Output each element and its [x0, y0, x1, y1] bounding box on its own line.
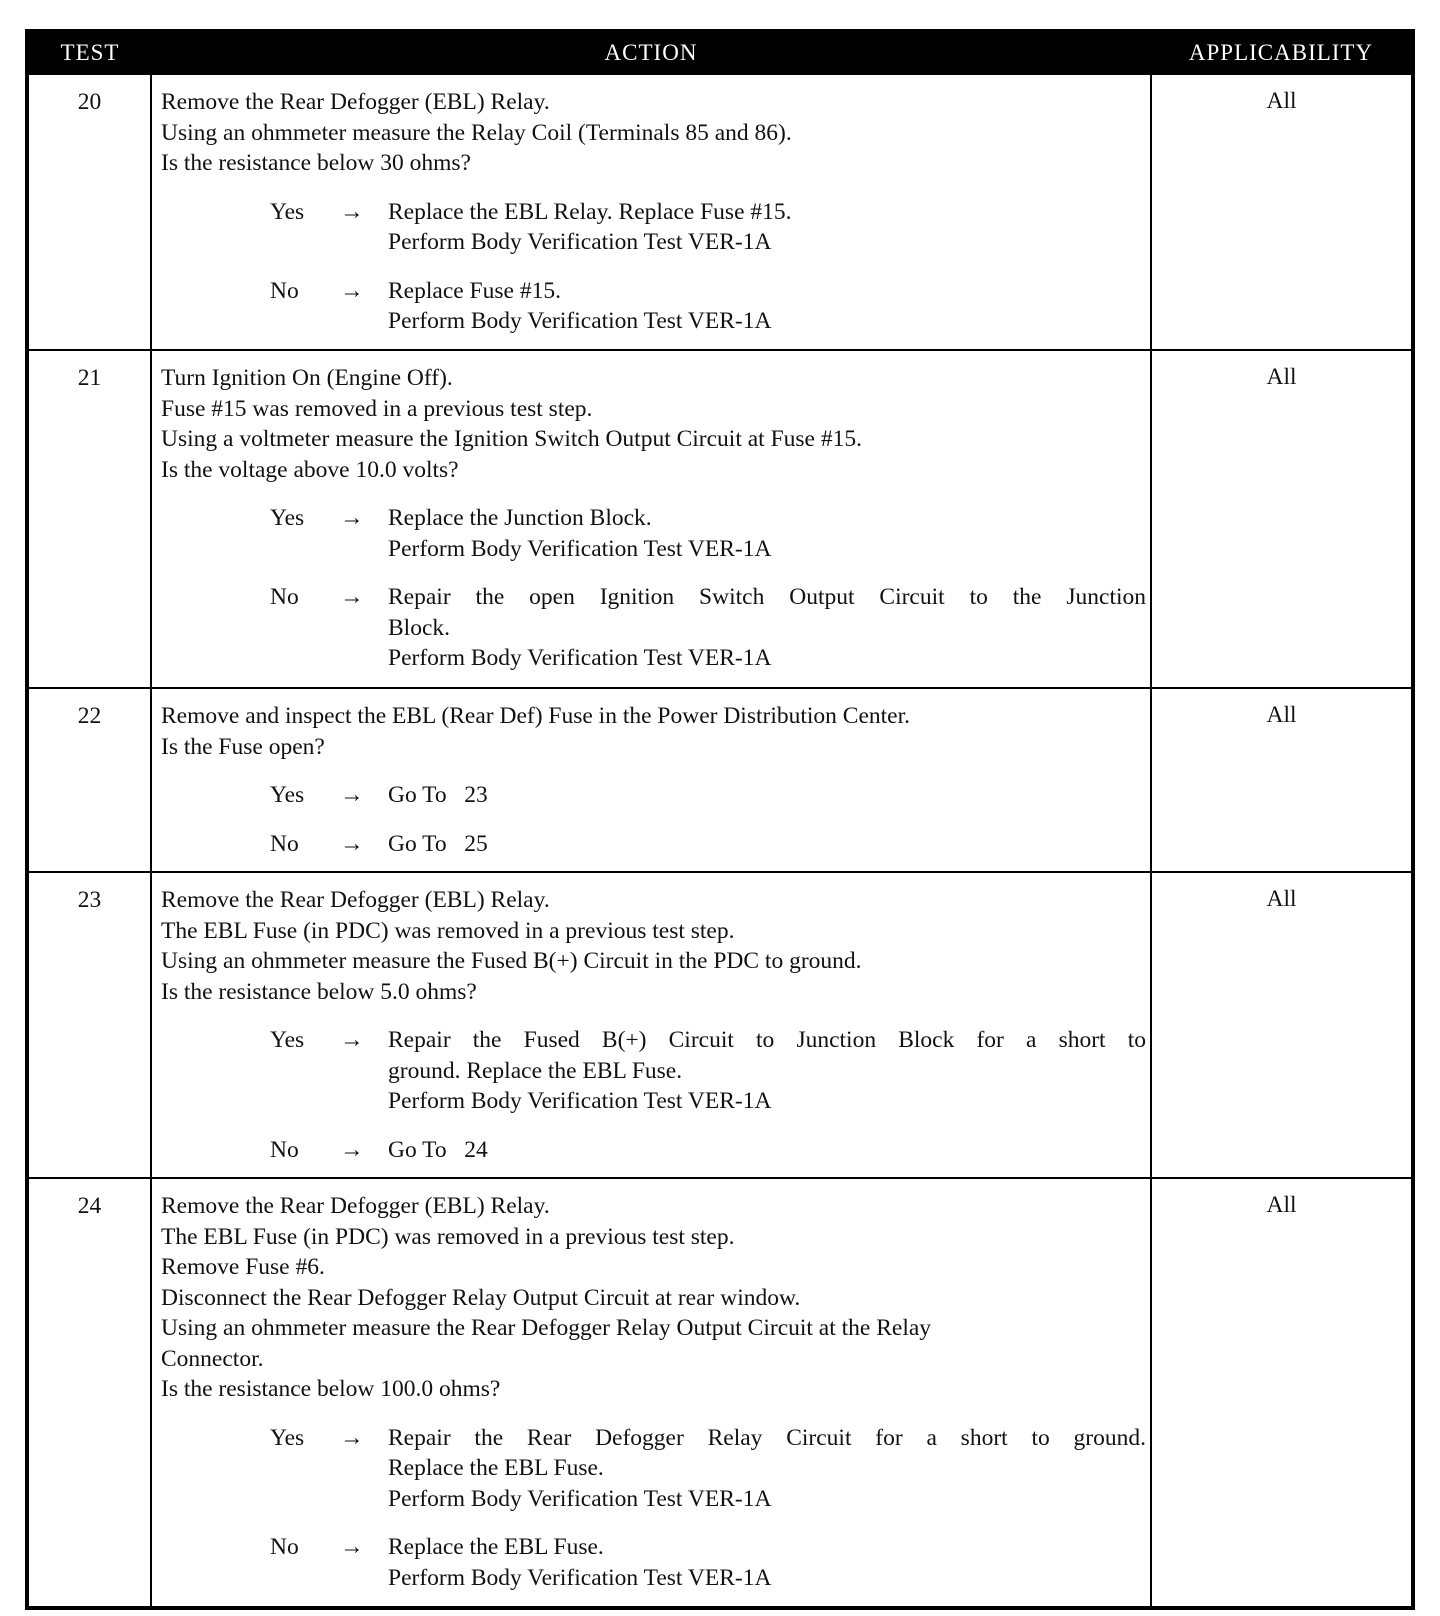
action-line: Remove Fuse #6.	[161, 1254, 325, 1280]
result-line: Replace the Junction Block.	[388, 505, 652, 531]
result-line: Go To 25	[388, 830, 488, 857]
answer-result	[388, 1135, 1150, 1166]
answer-result	[388, 829, 1150, 860]
result-line: Replace the EBL Fuse.	[388, 1455, 604, 1481]
result-line: Perform Body Verification Test VER-1A	[388, 645, 772, 671]
answer-yes	[161, 780, 1150, 811]
result-line: Perform Body Verification Test VER-1A	[388, 535, 772, 562]
answer-label: No	[270, 830, 299, 857]
result-line: Repair the Rear Defogger Relay Circuit for a short to ground.	[388, 1424, 1146, 1451]
arrow-right-icon: →	[340, 1424, 364, 1451]
answer-result	[388, 276, 1150, 337]
action-line: The EBL Fuse (in PDC) was removed in a previous test step.	[161, 1223, 735, 1250]
table-row	[27, 74, 1413, 350]
answer-label: Yes	[270, 1027, 305, 1053]
result-line: Perform Body Verification Test VER-1A	[388, 308, 772, 334]
result-line: Replace the EBL Fuse.	[388, 1534, 604, 1560]
result-line: Go To 24	[388, 1136, 488, 1163]
action-line: Is the voltage above 10.0 volts?	[161, 456, 459, 483]
arrow-right-icon: →	[340, 1534, 364, 1560]
answer-yes	[161, 503, 1150, 564]
table-row	[27, 872, 1413, 1178]
result-line: Go To 23	[388, 782, 488, 808]
action-line: The EBL Fuse (in PDC) was removed in a previous test step.	[161, 917, 735, 944]
answer-no	[161, 829, 1150, 860]
answer-label: No	[270, 1136, 299, 1163]
answer-result	[388, 582, 1150, 674]
header-action: ACTION	[151, 31, 1151, 74]
answer-no	[161, 1532, 1150, 1593]
result-line: Repair the open Ignition Switch Output Circuit to the Junction	[388, 584, 1146, 610]
action-cell	[151, 1178, 1151, 1608]
answer-result	[388, 503, 1150, 564]
applicability-cell: All	[1151, 688, 1413, 872]
answer-yes	[161, 1025, 1150, 1117]
table-row	[27, 688, 1413, 872]
test-number: 21	[27, 350, 151, 688]
answer-label: Yes	[270, 782, 305, 808]
action-line: Connector.	[161, 1345, 264, 1372]
action-line: Remove the Rear Defogger (EBL) Relay.	[161, 887, 550, 913]
result-line: Repair the Fused B(+) Circuit to Junction Block for a short to	[388, 1027, 1146, 1053]
header-applicability: APPLICABILITY	[1151, 31, 1413, 74]
answer-yes	[161, 197, 1150, 258]
action-cell	[151, 872, 1151, 1178]
action-line: Using an ohmmeter measure the Rear Defogger Relay Output Circuit at the Relay	[161, 1315, 932, 1341]
action-cell	[151, 350, 1151, 688]
arrow-right-icon: →	[340, 198, 364, 225]
result-line: Block.	[388, 614, 451, 641]
action-line: Remove and inspect the EBL (Rear Def) Fuse in the Power Distribution Center.	[161, 703, 911, 729]
applicability-cell: All	[1151, 872, 1413, 1178]
answer-label: Yes	[270, 198, 305, 225]
action-line: Is the resistance below 100.0 ohms?	[161, 1376, 501, 1402]
action-line: Is the resistance below 5.0 ohms?	[161, 978, 477, 1005]
result-line: Perform Body Verification Test VER-1A	[388, 229, 772, 255]
test-number: 20	[27, 74, 151, 350]
arrow-right-icon: →	[340, 584, 364, 610]
answer-label: No	[270, 584, 299, 610]
answer-no	[161, 582, 1150, 674]
result-line: Replace Fuse #15.	[388, 277, 561, 304]
result-line: Perform Body Verification Test VER-1A	[388, 1485, 772, 1512]
arrow-right-icon: →	[340, 830, 364, 857]
arrow-right-icon: →	[340, 1027, 364, 1053]
header-test: TEST	[27, 31, 151, 74]
answer-label: Yes	[270, 1424, 305, 1451]
answer-no	[161, 276, 1150, 337]
diagnostic-table-sheet	[25, 29, 1411, 1610]
applicability-cell: All	[1151, 1178, 1413, 1608]
action-line: Is the resistance below 30 ohms?	[161, 150, 471, 176]
action-line: Using an ohmmeter measure the Relay Coil (Terminals 85 and 86).	[161, 119, 792, 146]
applicability-cell: All	[1151, 350, 1413, 688]
result-line: Perform Body Verification Test VER-1A	[388, 1088, 772, 1114]
arrow-right-icon: →	[340, 505, 364, 531]
answer-result	[388, 780, 1150, 811]
answer-yes	[161, 1423, 1150, 1515]
action-line: Using an ohmmeter measure the Fused B(+) Circuit in the PDC to ground.	[161, 948, 862, 974]
action-line: Turn Ignition On (Engine Off).	[161, 365, 453, 391]
action-line: Is the Fuse open?	[161, 733, 325, 760]
answer-result	[388, 1423, 1150, 1515]
answer-label: No	[270, 1534, 299, 1560]
table-header-row	[27, 31, 1413, 74]
answer-result	[388, 1532, 1150, 1593]
test-number: 23	[27, 872, 151, 1178]
answer-result	[388, 1025, 1150, 1117]
arrow-right-icon: →	[340, 1136, 364, 1163]
table-row	[27, 1178, 1413, 1608]
answer-result	[388, 197, 1150, 258]
answer-label: Yes	[270, 505, 305, 531]
answer-label: No	[270, 277, 299, 304]
action-cell	[151, 74, 1151, 350]
result-line: ground. Replace the EBL Fuse.	[388, 1057, 683, 1084]
action-line: Remove the Rear Defogger (EBL) Relay.	[161, 89, 550, 115]
table-row	[27, 350, 1413, 688]
test-number: 22	[27, 688, 151, 872]
result-line: Replace the EBL Relay. Replace Fuse #15.	[388, 198, 792, 225]
action-line: Fuse #15 was removed in a previous test step.	[161, 395, 593, 422]
action-line: Using a voltmeter measure the Ignition Switch Output Circuit at Fuse #15.	[161, 426, 862, 452]
action-line: Disconnect the Rear Defogger Relay Output Circuit at rear window.	[161, 1284, 801, 1311]
applicability-cell: All	[1151, 74, 1413, 350]
action-line: Remove the Rear Defogger (EBL) Relay.	[161, 1193, 550, 1219]
answer-no	[161, 1135, 1150, 1166]
diagnostic-test-table	[25, 29, 1415, 1610]
action-cell	[151, 688, 1151, 872]
arrow-right-icon: →	[340, 782, 364, 808]
arrow-right-icon: →	[340, 277, 364, 304]
table-body	[27, 74, 1413, 1608]
test-number: 24	[27, 1178, 151, 1608]
result-line: Perform Body Verification Test VER-1A	[388, 1564, 772, 1591]
